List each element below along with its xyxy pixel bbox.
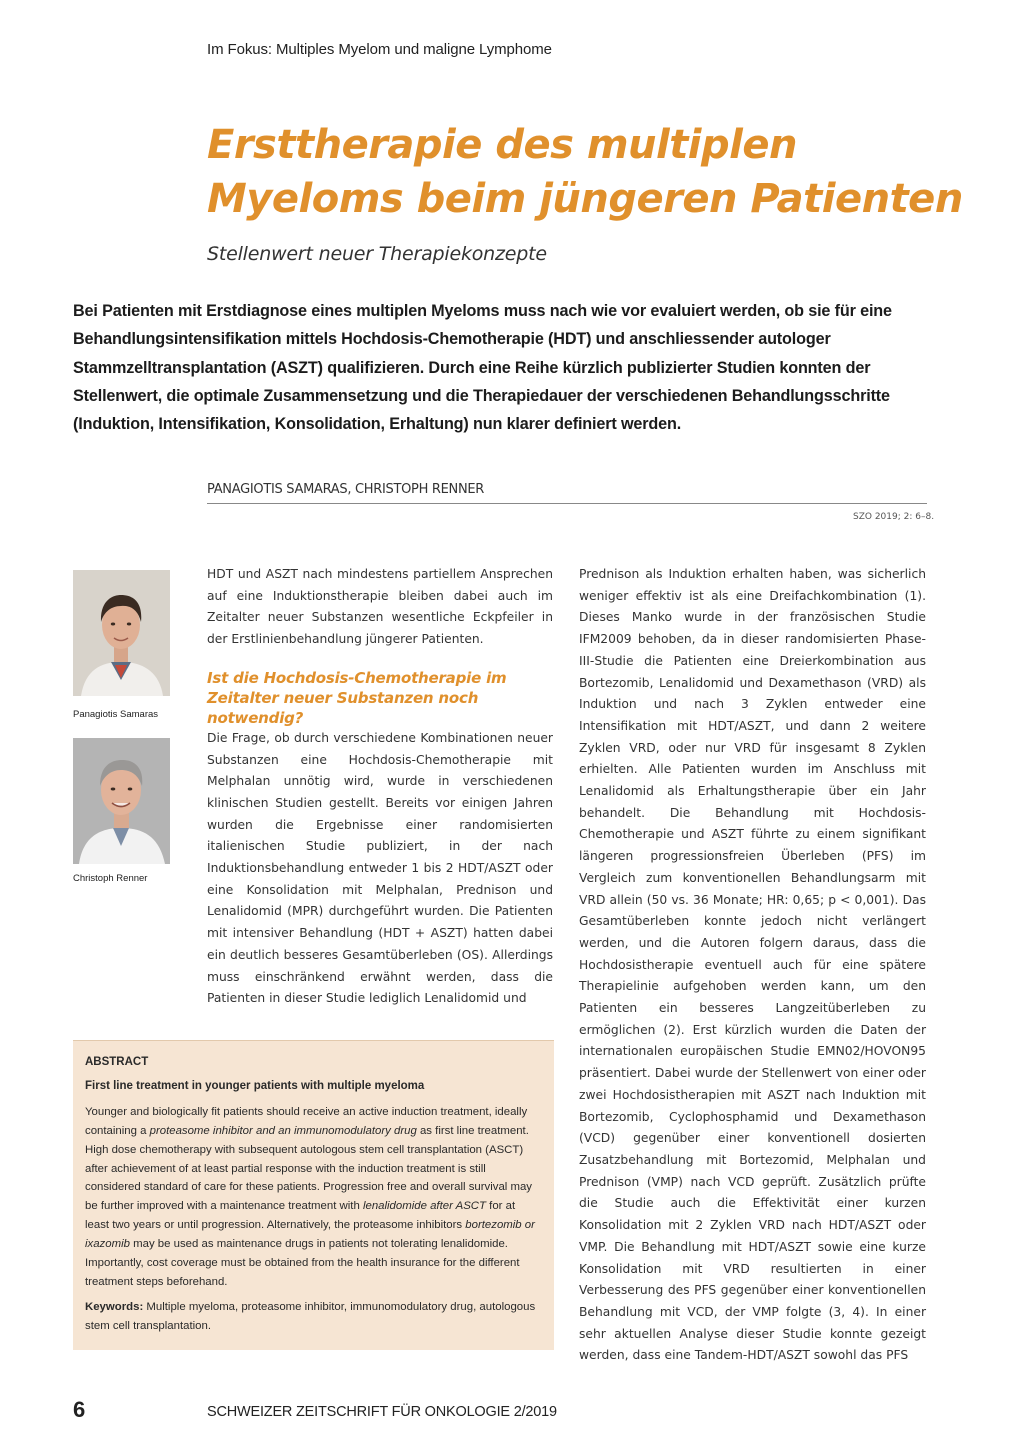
- section-heading: Ist die Hochdosis-Chemotherapie im Zeitalter neuer Substanzen noch notwendig?: [207, 668, 507, 727]
- abstract-keywords: [85, 1298, 542, 1336]
- abstract-body: [85, 1103, 542, 1292]
- body-paragraph: Die Frage, ob durch verschiedene Kombinationen neuer Substanzen eine Hochdosis-Chemotherapie mit Melphalan unnötig wird, wurde in verschiedenen klinischen Studien gestellt. Bereits vor einigen Jahren wurden die Ergebnisse einer randomisierten italienischen Studie publiziert, in der nach Induktionsbehandlung entweder 1 bis 2 HDT/ASZT oder eine Konsolidation mit Melphalan, Prednison und Lenalidomid (MPR) durchgeführt wurden. Die Patienten mit intensiver Behandlung (HDT + ASZT) hatten dabei ein deutlich besseres Gesamtüberleben (OS). Allerdings muss einschränkend erwähnt werden, dass die Patienten in dieser Studie lediglich Lenalidomid und: [207, 730, 553, 1006]
- article-subtitle: Stellenwert neuer Therapiekonzepte: [207, 243, 547, 265]
- author-photo-samaras: [73, 570, 170, 696]
- body-paragraph: Prednison als Induktion erhalten haben, was sicherlich weniger effektiv ist als eine Dreifachkombination (1). Dieses Manko wurde in der französischen Studie IFM2009 behoben, da in dieser randomisierten Phase-III-Studie die Patienten eine Dreierkombination aus Bortezomib, Lenalidomid und Dexamethason (VRD) als Induktion und nach 3 Zyklen entweder eine Intensifikation mit HDT/ASZT, und dann 2 weitere Zyklen VRD, oder nur VRD für insgesamt 8 Zyklen erhielten. Alle Patienten wurden im Anschluss mit Lenalidomid als Erhaltungstherapie über ein Jahr behandelt. Die Behandlung mit Hochdosis-Chemotherapie und ASZT führte zu einem signifikant längeren progressionsfreien Überleben (PFS) im Vergleich zum konventionellen Behandlungsarm mit VRD allein (50 vs. 36 Monate; HR: 0,65; p < 0,001). Das Gesamtüberleben konnte jedoch nicht verlängert werden, und die Autoren folgern daraus, dass die Hochdosistherapie eventuell auch für eine spätere Therapielinie aufgehoben werden kann, um den Patienten ein besseres Langzeitüberleben zu ermöglichen (2). Erst kürzlich wurden die Daten der internationalen europäischen Studie EMN02/HOVON95 präsentiert. Dabei wurde der Stellenwert von einer oder zwei Hochdosistherapien mit ASZT nach Induktion mit Bortezomib, Cyclophosphamid und Dexamethason (VCD) gegenüber einer konventionell dosierten Zusatzbehandlung mit Bortezomid, Melphalan und Prednison (VMP) nach VCD geprüft. Zusätzlich prüfte die Studie auch die Effektivität einer kurzen Konsolidation mit 2 Zyklen VRD nach HDT/ASZT oder VMP. Die Behandlung mit HDT/ASZT sowie eine kurze Konsolidation mit VRD resultierten in einer Verbesserung des PFS gegenüber einer konventionellen Behandlung mit VCD, der VMP folgte (3, 4). In einer sehr aktuellen Analyse dieser Studie konnte gezeigt werden, dass eine Tandem-HDT/ASZT sowohl das PFS: [579, 567, 926, 1363]
- section-kicker: Im Fokus: Multiples Myelom und maligne Lymphome: [207, 41, 552, 58]
- keywords-text: Multiple myeloma, proteasome inhibitor, immunomodulatory drug, autologous stem cell transplantation.: [85, 1300, 536, 1332]
- abstract-text: for at least two years or until progression. Alternatively, the proteasome inhibitors: [85, 1200, 516, 1232]
- lead-paragraph: Bei Patienten mit Erstdiagnose eines multiplen Myeloms muss nach wie vor evaluiert werden, ob sie für eine Behandlungsintensifikation mittels Hochdosis-Chemotherapie (HDT) und anschliessender autologer Stammzelltransplantation (ASZT) qualifizieren. Durch eine Reihe kürzlich publizierter Studien konnten der Stellenwert, die optimale Zusammensetzung und die Therapiedauer der verschiedenen Behandlungsschritte (Induktion, Intensifikation, Konsolidation, Erhaltung) nun klarer definiert werden.: [73, 302, 892, 434]
- abstract-box: [73, 1040, 554, 1350]
- abstract-emphasis: lenalidomide after ASCT: [362, 1200, 486, 1213]
- keywords-label: Keywords:: [85, 1300, 144, 1313]
- abstract-label: ABSTRACT: [85, 1056, 149, 1068]
- author-caption-samaras: Panagiotis Samaras: [73, 709, 159, 720]
- abstract-text: may be used as maintenance drugs in patients not tolerating lenalidomide. Importantly, cost coverage must be obtained from the health insurance for the different treatment steps beforehand.: [85, 1238, 520, 1288]
- author-caption-renner: Christoph Renner: [73, 873, 148, 884]
- body-column-2: [207, 564, 553, 1010]
- abstract-emphasis: bortezomib or ixazomib: [85, 1219, 535, 1251]
- abstract-text: as first line treatment. High dose chemotherapy with subsequent autologous stem cell transplantation (ASCT) after achievement of at least partial response with the induction treatment is still considered standard of care for these patients. Progression free and overall survival may be further improved with a maintenance treatment with: [85, 1124, 532, 1213]
- abstract-emphasis: proteasome inhibitor and an immunomodulatory drug: [149, 1124, 417, 1137]
- portrait-image: [73, 570, 170, 696]
- article-title-line1: Ersttherapie des multiplen: [207, 122, 797, 168]
- body-paragraph: HDT und ASZT nach mindestens partiellem Ansprechen auf eine Induktionstherapie bleiben dabei auch im Zeitalter neuer Substanzen wesentliche Eckpfeiler in der Erstlinienbehandlung jüngerer Patienten.: [207, 567, 553, 647]
- citation: SZO 2019; 2: 6–8.: [853, 512, 935, 522]
- abstract-title: First line treatment in younger patients with multiple myeloma: [85, 1079, 425, 1092]
- portrait-image: [73, 738, 170, 864]
- article-title: [207, 118, 967, 226]
- abstract-text: Younger and biologically fit patients should receive an active induction treatment, ideally containing a: [85, 1105, 528, 1137]
- author-divider: [207, 503, 927, 504]
- author-line: PANAGIOTIS SAMARAS, CHRISTOPH RENNER: [207, 482, 485, 497]
- article-title-line2: Myeloms beim jüngeren Patienten: [207, 176, 963, 222]
- author-photo-renner: [73, 738, 170, 864]
- page-number: 6: [73, 1397, 86, 1422]
- body-column-3: [579, 564, 926, 1367]
- journal-name: SCHWEIZER ZEITSCHRIFT FÜR ONKOLOGIE 2/2019: [207, 1404, 557, 1420]
